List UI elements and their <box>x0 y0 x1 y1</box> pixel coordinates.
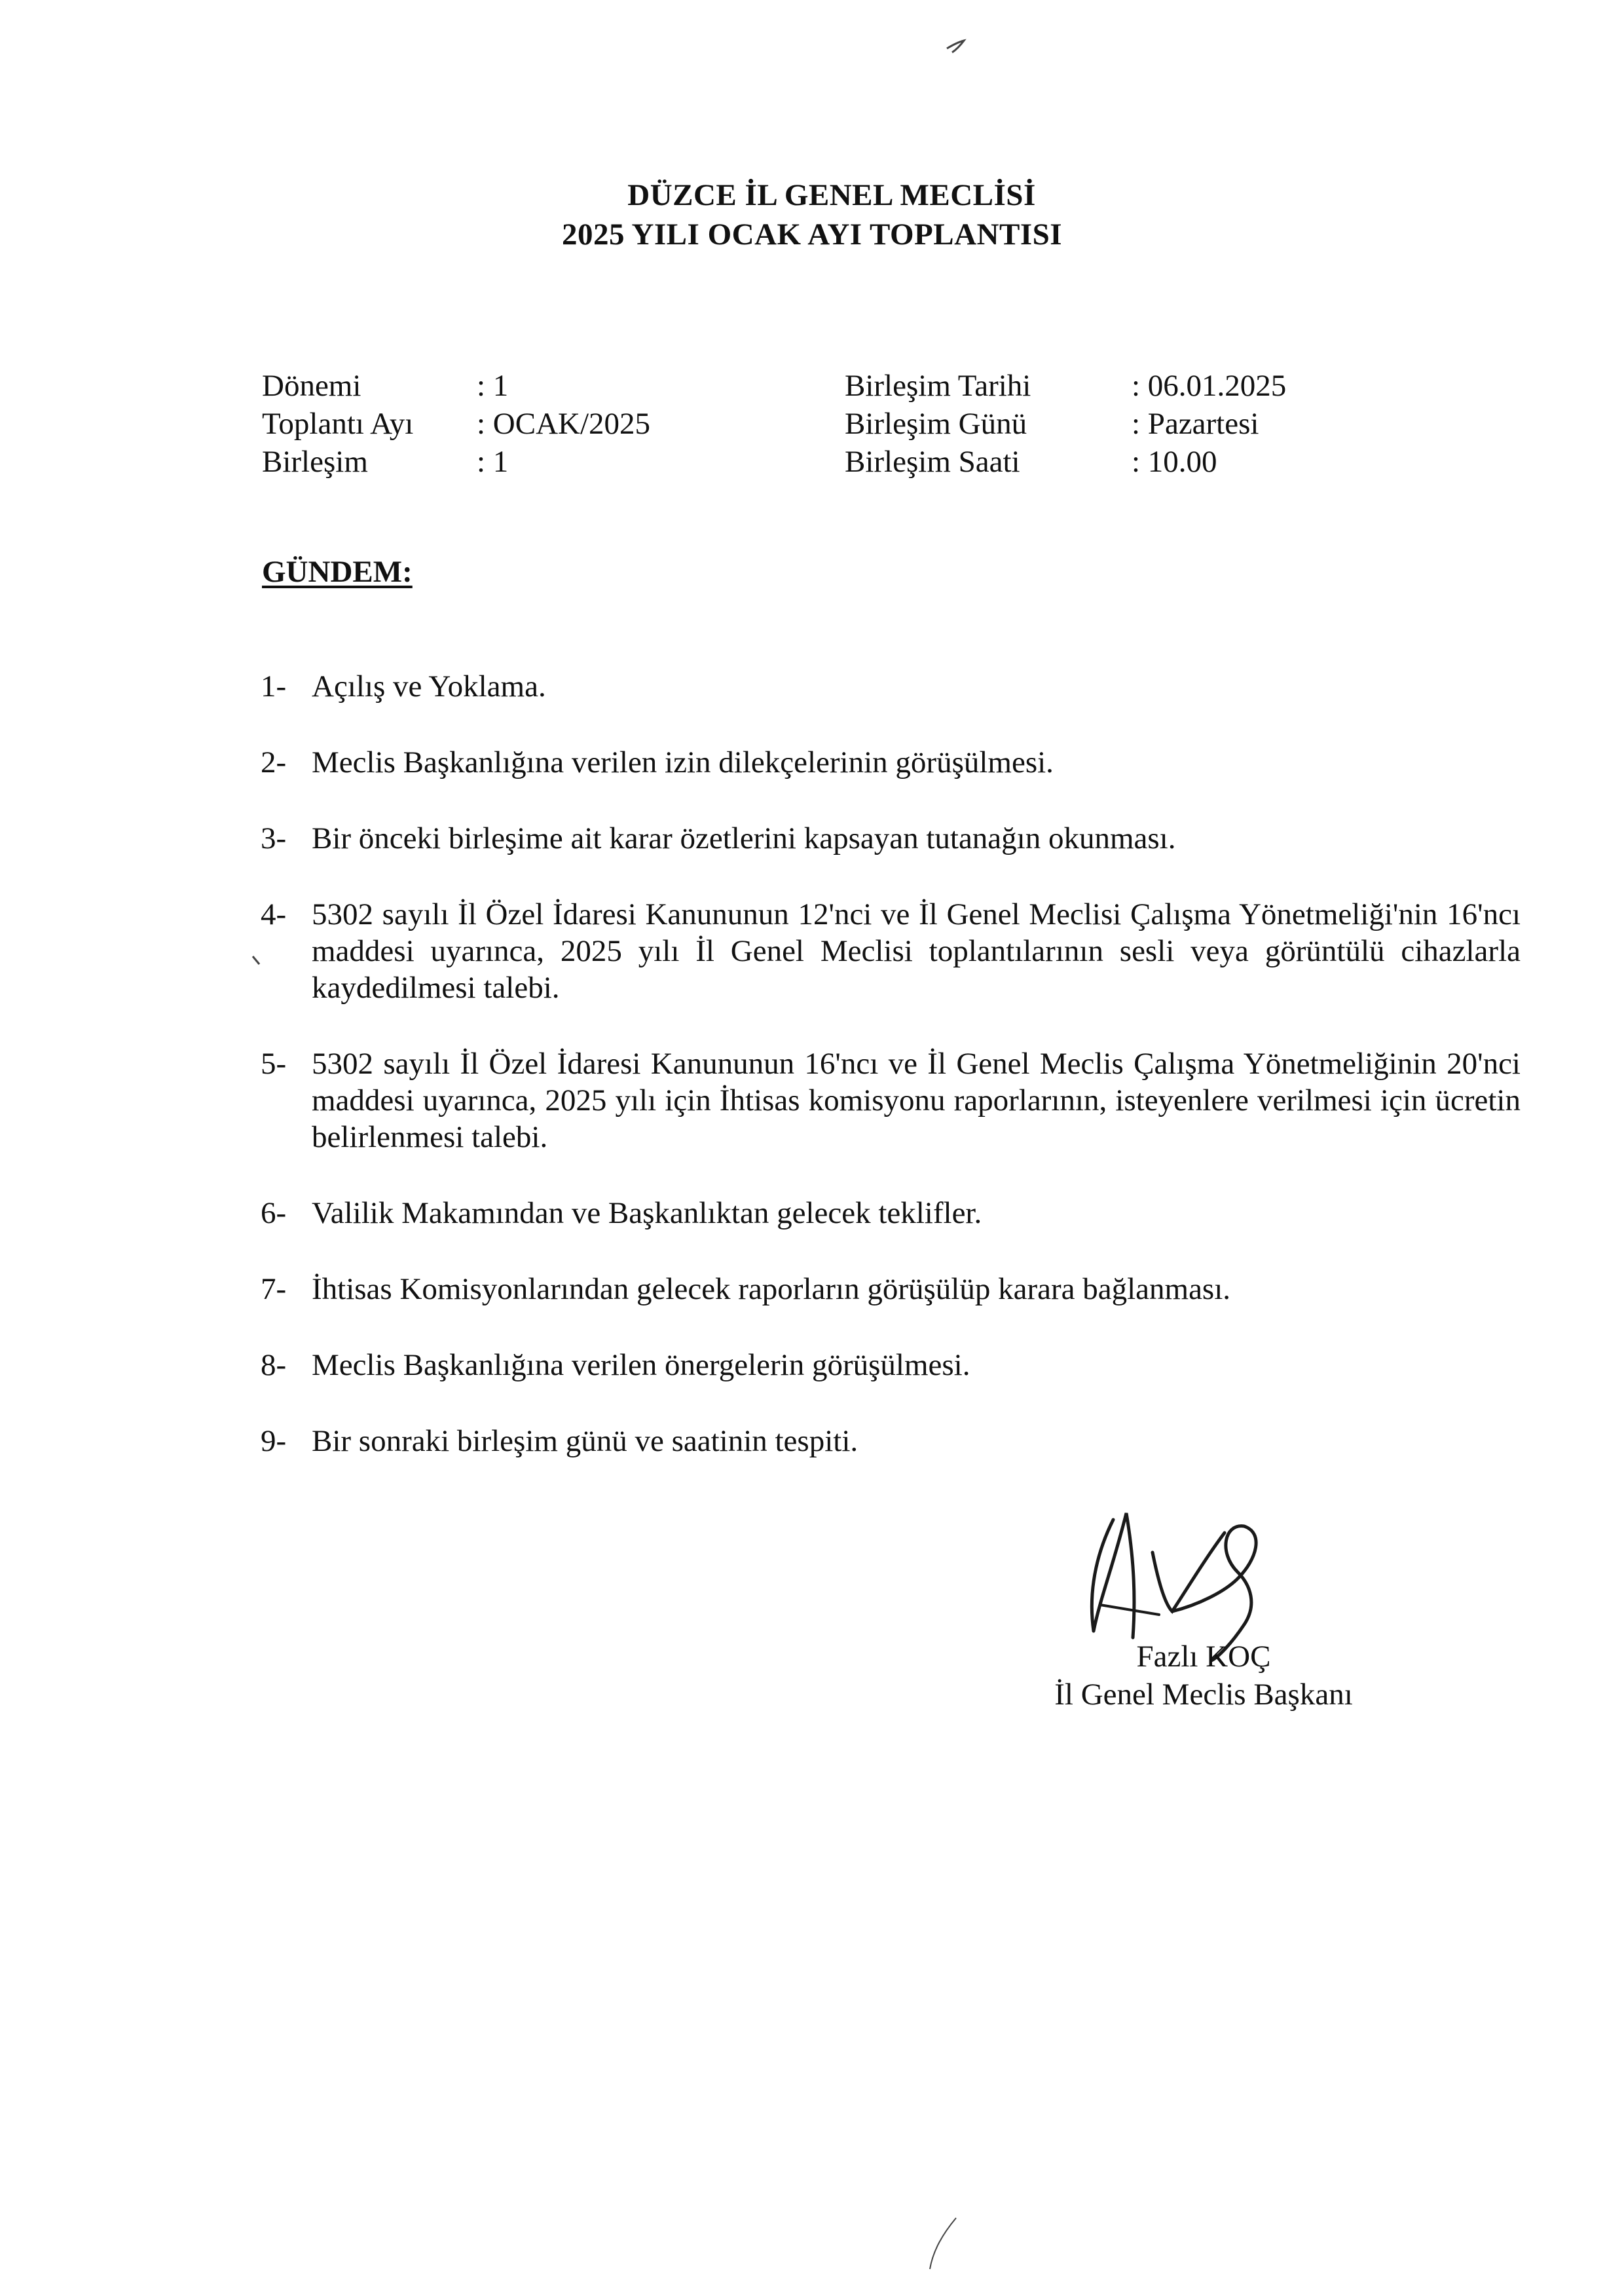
agenda-item-number: 7- <box>261 1272 287 1306</box>
agenda-list <box>261 668 1521 1499</box>
agenda-item <box>261 820 1521 857</box>
meta-label: Toplantı Ayı <box>262 407 414 441</box>
agenda-item-text: Bir sonraki birleşim günü ve saatinin tespiti. <box>312 1424 858 1458</box>
meta-value: : 1 <box>477 445 509 479</box>
scan-mark <box>943 35 969 55</box>
scan-mark <box>923 2214 963 2273</box>
meta-row <box>845 443 1286 481</box>
signer-block <box>1033 1638 1374 1714</box>
agenda-item-number: 3- <box>261 821 287 855</box>
agenda-item <box>261 668 1521 705</box>
agenda-item-text: Açılış ve Yoklama. <box>312 669 546 704</box>
session-info-left <box>262 367 650 481</box>
agenda-item-number: 6- <box>261 1196 287 1230</box>
agenda-item-text: Meclis Başkanlığına verilen izin dilekçelerinin görüşülmesi. <box>312 745 1054 779</box>
document-title <box>0 176 1624 254</box>
agenda-item <box>261 1423 1521 1459</box>
agenda-item <box>261 1271 1521 1307</box>
signer-title: İl Genel Meclis Başkanı <box>1054 1678 1353 1712</box>
agenda-item <box>261 896 1521 1006</box>
meta-row <box>262 367 650 405</box>
agenda-item-text: 5302 sayılı İl Özel İdaresi Kanununun 16'ncı ve İl Genel Meclis Çalışma Yönetmeliğinin 20'nci maddesi uyarınca, 2025 yılı için İhtisas komisyonu raporlarının, isteyenlere verilmesi için ücretin belirlenmesi talebi. <box>312 1047 1521 1154</box>
title-line-2: 2025 YILI OCAK AYI TOPLANTISI <box>561 217 1063 252</box>
meta-label: Birleşim Tarihi <box>845 369 1031 403</box>
scan-mark <box>249 951 268 971</box>
agenda-item <box>261 1195 1521 1231</box>
meta-value: : Pazartesi <box>1132 407 1259 441</box>
agenda-item-text: 5302 sayılı İl Özel İdaresi Kanununun 12'nci ve İl Genel Meclisi Çalışma Yönetmeliği'nin 16'ncı maddesi uyarınca, 2025 yılı İl Genel Meclisi toplantılarının sesli veya görüntülü cihazlarla kaydedilmesi talebi. <box>312 897 1521 1005</box>
agenda-item-number: 8- <box>261 1348 287 1382</box>
agenda-item-number: 9- <box>261 1424 287 1458</box>
meta-value: : 1 <box>477 369 509 403</box>
agenda-heading: GÜNDEM: <box>262 555 413 589</box>
meta-row <box>262 443 650 481</box>
meta-row <box>845 405 1286 443</box>
meta-label: Birleşim Günü <box>845 407 1027 441</box>
agenda-item-number: 2- <box>261 745 287 779</box>
agenda-item-number: 5- <box>261 1047 287 1081</box>
agenda-item <box>261 744 1521 781</box>
meta-label: Birleşim Saati <box>845 445 1020 479</box>
agenda-item-text: Valilik Makamından ve Başkanlıktan gelecek teklifler. <box>312 1196 982 1230</box>
meta-value: : 10.00 <box>1132 445 1217 479</box>
agenda-item-text: İhtisas Komisyonlarından gelecek raporların görüşülüp karara bağlanması. <box>312 1272 1231 1306</box>
session-info-right <box>845 367 1286 481</box>
agenda-item-number: 4- <box>261 897 287 931</box>
meta-row <box>262 405 650 443</box>
agenda-item <box>261 1347 1521 1383</box>
agenda-item-text: Bir önceki birleşime ait karar özetlerini kapsayan tutanağın okunması. <box>312 821 1176 855</box>
meta-value: : OCAK/2025 <box>477 407 651 441</box>
meta-label: Dönemi <box>262 369 361 403</box>
agenda-item <box>261 1045 1521 1155</box>
agenda-item-text: Meclis Başkanlığına verilen önergelerin görüşülmesi. <box>312 1348 970 1382</box>
meta-label: Birleşim <box>262 445 368 479</box>
agenda-item-number: 1- <box>261 669 287 704</box>
meta-row <box>845 367 1286 405</box>
title-line-1: DÜZCE İL GENEL MECLİSİ <box>627 178 1036 212</box>
signer-name: Fazlı KOÇ <box>1136 1640 1271 1674</box>
meta-value: : 06.01.2025 <box>1132 369 1287 403</box>
